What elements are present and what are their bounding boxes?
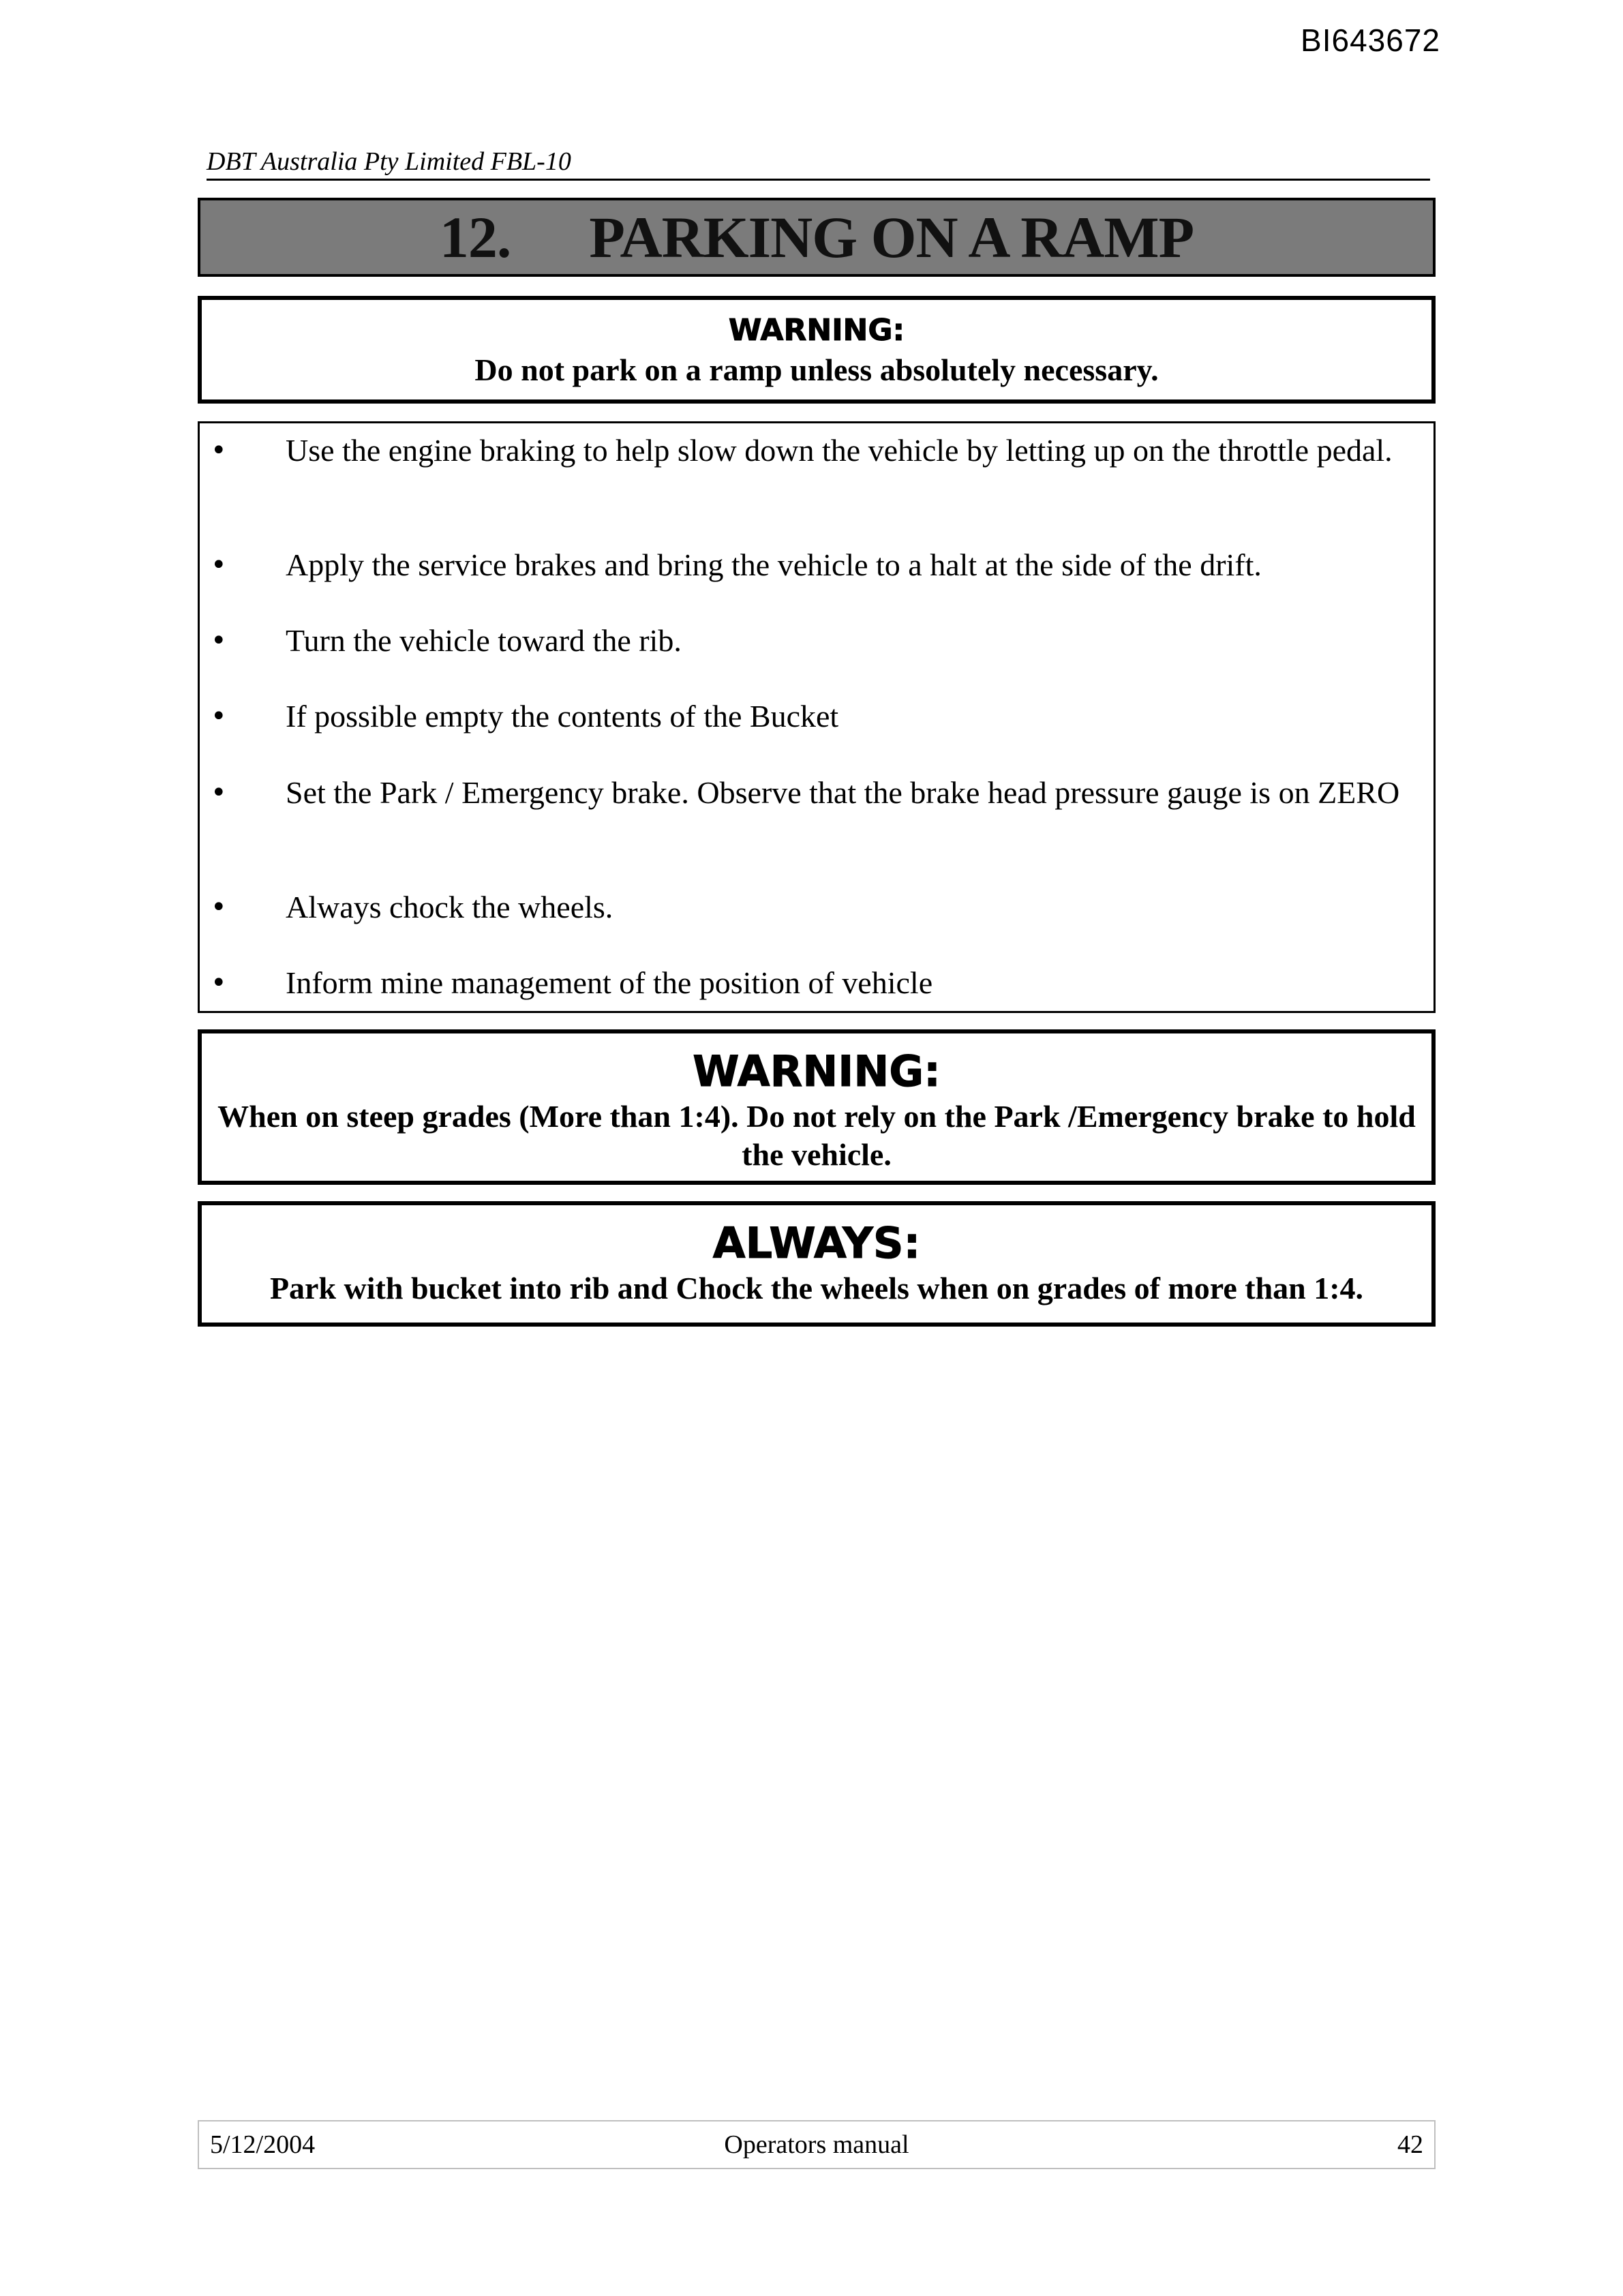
warning-box-top: [198, 296, 1436, 404]
section-title-bar: [198, 198, 1436, 277]
procedure-steps-list: [198, 421, 1436, 1013]
footer-title: Operators manual: [724, 2130, 909, 2159]
step-text: If possible empty the contents of the Bucket: [286, 699, 839, 734]
always-heading: ALWAYS:: [712, 1218, 921, 1268]
step-text: Apply the service brakes and bring the vehicle to a halt at the side of the drift.: [286, 547, 1262, 582]
always-box: [198, 1201, 1436, 1327]
page-number: 42: [1397, 2130, 1423, 2159]
bullet-icon: •: [211, 777, 227, 809]
step-text: Set the Park / Emergency brake. Observe that the brake head pressure gauge is on ZERO: [286, 775, 1400, 810]
step-text: Turn the vehicle toward the rib.: [286, 623, 682, 658]
step-text: Inform mine management of the position of vehicle: [286, 965, 933, 1000]
warning-heading: WARNING:: [728, 313, 905, 348]
section-title: [440, 203, 1194, 271]
section-number: 12.: [439, 205, 511, 270]
step-text: Use the engine braking to help slow down the vehicle by letting up on the throttle pedal.: [286, 433, 1393, 468]
bullet-icon: •: [211, 549, 227, 581]
section-title-text: PARKING ON A RAMP: [589, 205, 1194, 270]
document-id: BI643672: [1301, 22, 1440, 58]
warning-text: When on steep grades (More than 1:4). Do not rely on the Park /Emergency brake to hold the vehicle.: [217, 1099, 1416, 1172]
running-header: DBT Australia Pty Limited FBL-10: [207, 145, 1430, 181]
footer-date: 5/12/2004: [210, 2130, 316, 2159]
page-footer: [198, 2120, 1436, 2169]
warning-box-steep-grades: [198, 1029, 1436, 1185]
bullet-icon: •: [211, 967, 227, 999]
bullet-icon: •: [211, 625, 227, 656]
warning-text: Do not park on a ramp unless absolutely necessary.: [474, 352, 1159, 387]
bullet-icon: •: [211, 892, 227, 923]
warning-heading: WARNING:: [693, 1046, 941, 1096]
bullet-icon: •: [211, 435, 227, 466]
bullet-icon: •: [211, 701, 227, 732]
step-text: Always chock the wheels.: [286, 890, 613, 924]
always-text: Park with bucket into rib and Chock the wheels when on grades of more than 1:4.: [269, 1271, 1364, 1305]
